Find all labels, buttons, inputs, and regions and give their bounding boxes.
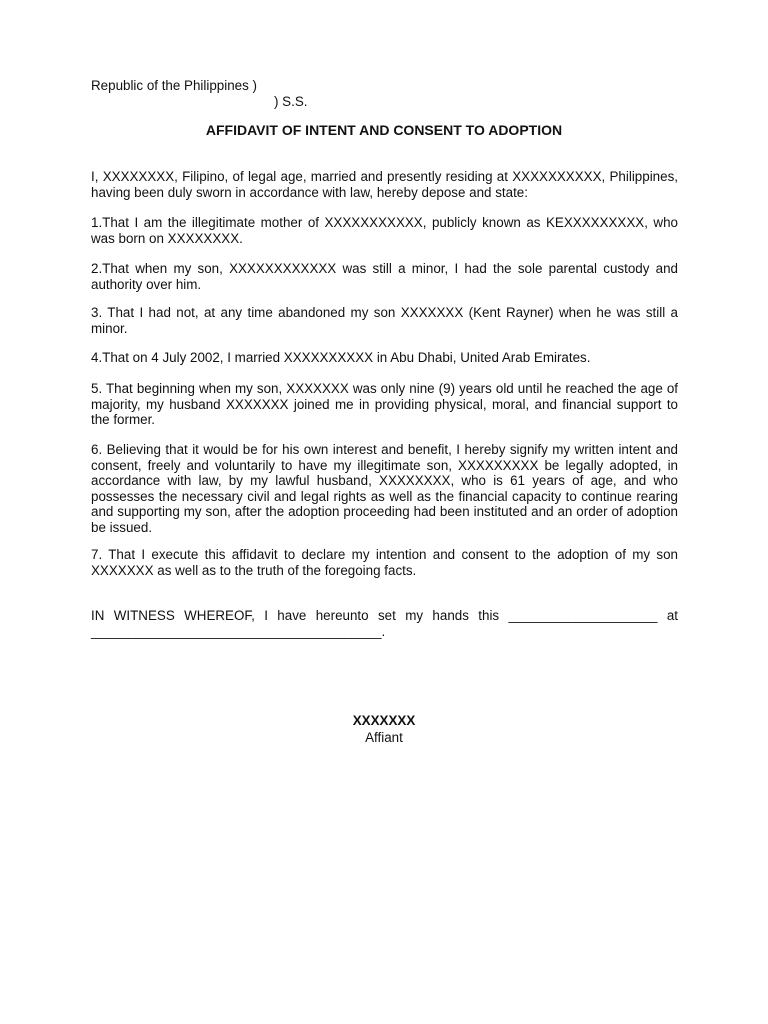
- ss-line: ) S.S.: [274, 94, 308, 109]
- paragraph-2: 2.That when my son, XXXXXXXXXXXX was still a minor, I had the sole parental custody and authority over him.: [91, 261, 678, 292]
- paragraph-1: 1.That I am the illegitimate mother of XXXXXXXXXXX, publicly known as KEXXXXXXXXX, who was born on XXXXXXXX.: [91, 215, 678, 246]
- affiant-name: XXXXXXX: [352, 713, 416, 728]
- paragraph-3: 3. That I had not, at any time abandoned my son XXXXXXX (Kent Rayner) when he was still a minor.: [91, 305, 678, 336]
- witness-clause: IN WITNESS WHEREOF, I have hereunto set my hands this ____________________ at _______________________________________.: [91, 608, 678, 639]
- intro-paragraph: I, XXXXXXXX, Filipino, of legal age, married and presently residing at XXXXXXXXXX, Philippines, having been duly sworn in accordance with law, hereby depose and state:: [91, 169, 678, 200]
- paragraph-7: 7. That I execute this affidavit to declare my intention and consent to the adoption of my son XXXXXXX as well as to the truth of the foregoing facts.: [91, 547, 678, 578]
- venue-line: Republic of the Philippines ): [91, 78, 257, 93]
- affiant-label: Affiant: [365, 730, 403, 745]
- document-title: AFFIDAVIT OF INTENT AND CONSENT TO ADOPTION: [205, 122, 563, 138]
- paragraph-6: 6. Believing that it would be for his own interest and benefit, I hereby signify my written intent and consent, freely and voluntarily to have my illegitimate son, XXXXXXXXX be legally adopted, in accordance with law, by my lawful husband, XXXXXXXX, who is 61 years of age, and who possesses the necessary civil and legal rights as well as the financial capacity to continue rearing and supporting my son, after the adoption proceeding had been instituted and an order of adoption be issued.: [91, 442, 678, 535]
- paragraph-4: 4.That on 4 July 2002, I married XXXXXXXXXX in Abu Dhabi, United Arab Emirates.: [91, 350, 591, 365]
- paragraph-5: 5. That beginning when my son, XXXXXXX was only nine (9) years old until he reached the age of majority, my husband XXXXXXX joined me in providing physical, moral, and financial support to the former.: [91, 381, 678, 428]
